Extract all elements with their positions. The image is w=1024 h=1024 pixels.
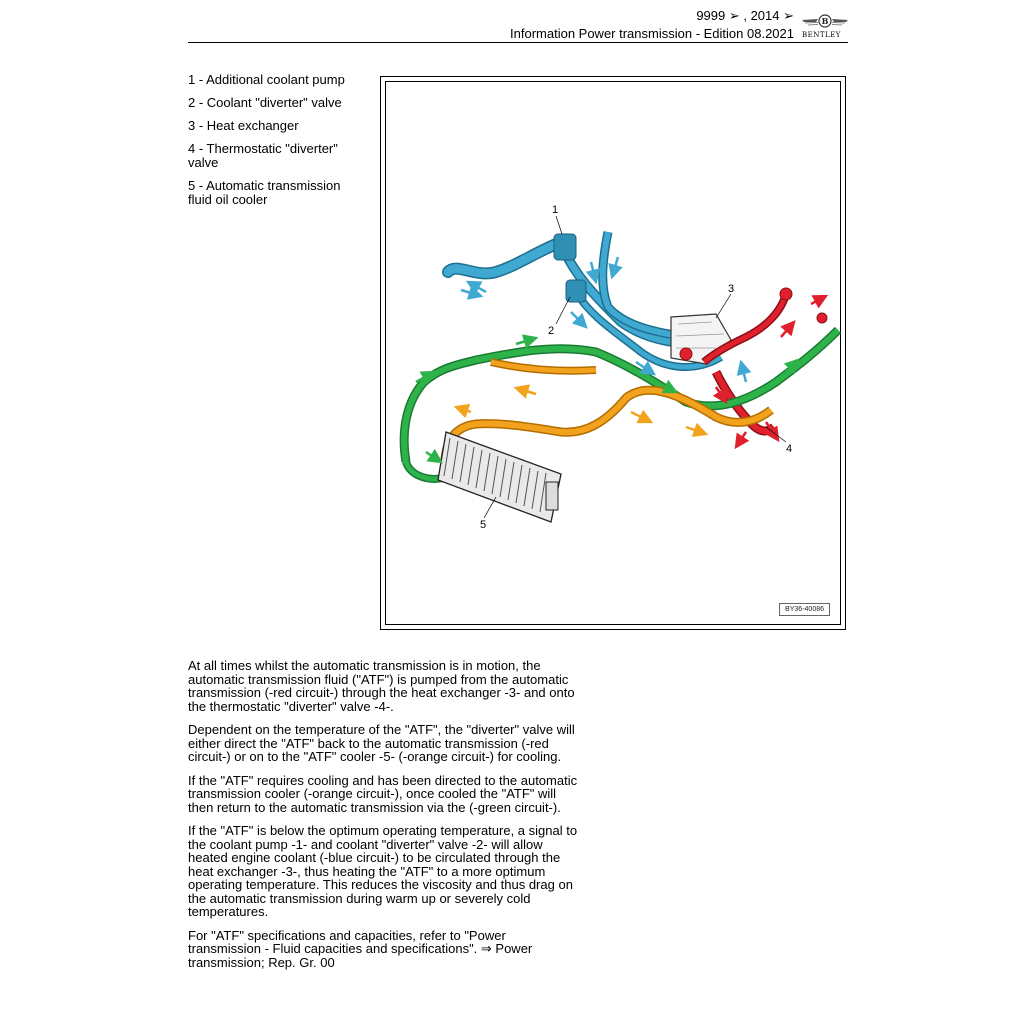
callout-5: 5: [480, 519, 487, 531]
cooling-diagram: [386, 82, 842, 626]
cooling-circuit-figure: [380, 76, 846, 630]
legend-item: 2 - Coolant "diverter" valve: [188, 95, 342, 110]
logo-text: BENTLEY: [802, 31, 841, 39]
paragraph: For "ATF" specifications and capacities, refer to "Power transmission - Fluid capacities and specifications". ⇒ Power transmission; Rep. Gr. 00: [188, 927, 533, 970]
callout-2: 2: [548, 325, 555, 337]
legend-item: 3 - Heat exchanger: [188, 118, 299, 133]
callout-3: 3: [728, 283, 735, 295]
header-title: Information Power transmission - Edition 08.2021: [510, 26, 794, 41]
callout-1: 1: [552, 204, 559, 216]
figure-reference-code: BY36-40086: [779, 603, 830, 616]
svg-text:B: B: [821, 16, 829, 26]
paragraph: Dependent on the temperature of the "ATF", the "diverter" valve will either direct the "ATF" back to the automatic transmission (-red circuit-) or on to the "ATF" cooler -5- (-orange circuit-) for cooling.: [188, 722, 575, 764]
header-model-line: 9999 ➢ , 2014 ➢: [696, 8, 794, 23]
paragraph: If the "ATF" is below the optimum operating temperature, a signal to the coolant pump -1- and coolant "diverter" valve -2- will allow heated engine coolant (-blue circuit-) to be circulated through the heat exchanger -3-, thus heating the "ATF" to a more optimum operating temperature. This reduces the viscosity and thus drag on the automatic transmission during warm up or severely cold temperatures.: [188, 823, 578, 919]
figure-inner-border: [385, 81, 841, 625]
callout-4: 4: [786, 443, 793, 455]
legend-item: 1 - Additional coolant pump: [188, 72, 345, 87]
component-legend: [188, 73, 363, 216]
legend-item: 4 - Thermostatic "diverter" valve: [188, 141, 338, 170]
paragraph: At all times whilst the automatic transmission is in motion, the automatic transmission fluid ("ATF") is pumped from the automatic transmission (-red circuit-) through the heat exchanger -3- and onto the thermostatic "diverter" valve -4-.: [188, 658, 575, 714]
legend-item: 5 - Automatic transmission fluid oil cooler: [188, 178, 341, 207]
atf-oil-cooler: [438, 432, 561, 522]
description-text: [188, 659, 578, 979]
header-rule: [188, 42, 848, 43]
paragraph: If the "ATF" requires cooling and has been directed to the automatic transmission cooler (-orange circuit-), once cooled the "ATF" will then return to the automatic transmission via the (-green circuit-).: [188, 772, 578, 815]
